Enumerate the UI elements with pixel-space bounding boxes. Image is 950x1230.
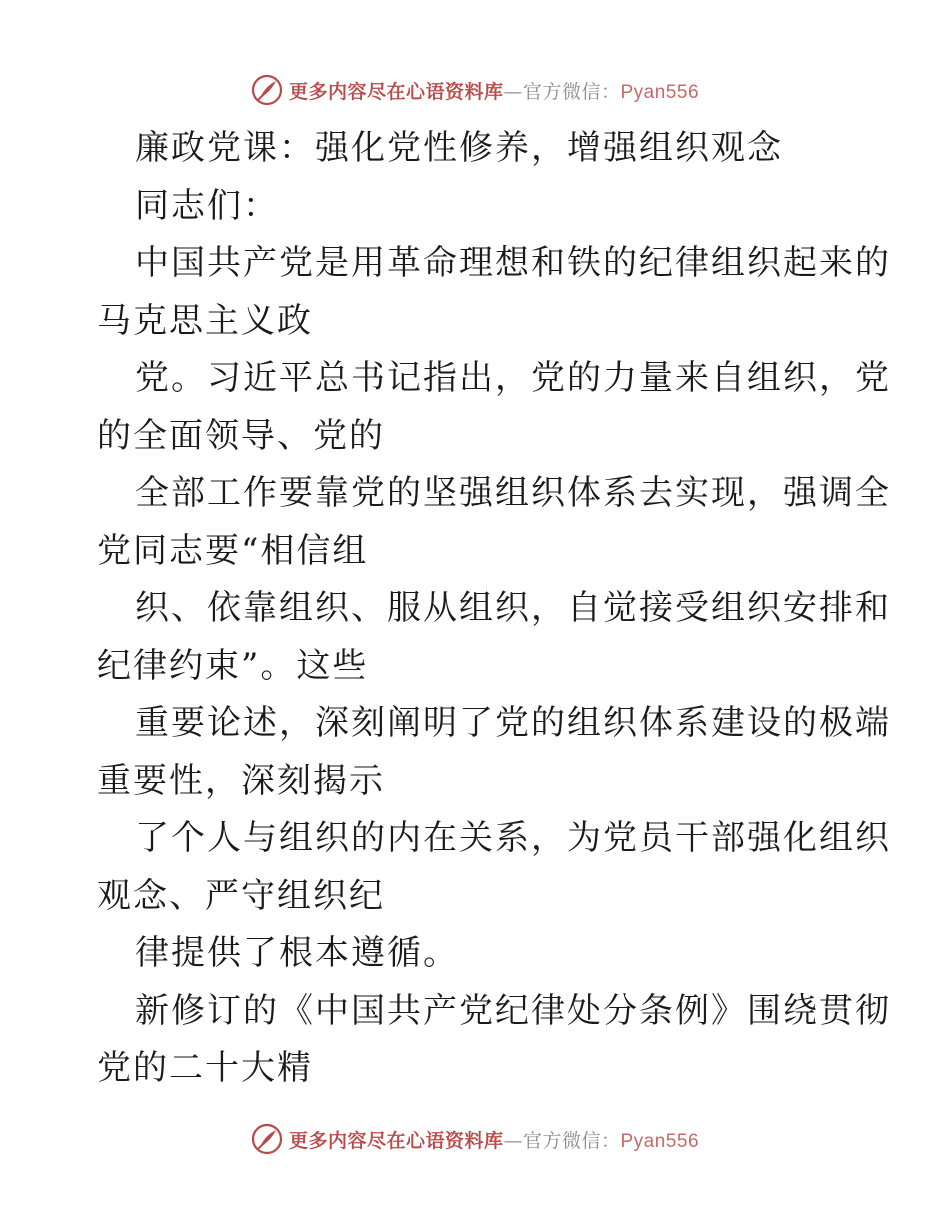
- text-line: 织、依靠组织、服从组织，自觉接受组织安排和: [135, 588, 891, 628]
- text-line: 新修订的《中国共产党纪律处分条例》围绕贯彻: [135, 990, 891, 1031]
- salutation: 同志们：: [135, 185, 279, 226]
- watermark-text: [289, 77, 699, 104]
- footer-watermark: [0, 1119, 950, 1159]
- header-watermark: [0, 70, 950, 110]
- document-body: [97, 120, 891, 1098]
- watermark-wechat-label: 官方微信：: [522, 1129, 621, 1152]
- text-line: 马克思主义政: [97, 300, 313, 341]
- text-line: 的全面领导、党的: [97, 415, 385, 456]
- text-line: 观念、严守组织纪: [97, 875, 385, 916]
- text-line: 全部工作要靠党的坚强组织体系去实现，强调全: [135, 473, 891, 513]
- text-line: 中国共产党是用革命理想和铁的纪律组织起来的: [135, 243, 891, 283]
- quill-pen-logo-icon: [251, 74, 283, 106]
- watermark-wechat-id: Pyan556: [620, 1130, 700, 1152]
- document-title: 廉政党课：强化党性修养，增强组织观念: [135, 128, 783, 168]
- watermark-brand: 更多内容尽在心语资料库: [288, 80, 504, 103]
- text-line: 重要性，深刻揭示: [97, 760, 385, 801]
- watermark-text: [289, 1126, 699, 1153]
- watermark-brand: 更多内容尽在心语资料库: [288, 1129, 504, 1152]
- watermark-wechat-label: 官方微信：: [522, 80, 621, 103]
- quill-pen-logo-icon: [251, 1123, 283, 1155]
- watermark-dash: —: [503, 1129, 523, 1152]
- text-line: 党同志要“相信组: [97, 530, 369, 571]
- text-line: 了个人与组织的内在关系，为党员干部强化组织: [135, 818, 891, 858]
- text-line: 律提供了根本遵循。: [135, 933, 459, 973]
- text-line: 党。习近平总书记指出，党的力量来自组织，党: [135, 358, 891, 398]
- watermark-dash: —: [503, 80, 523, 103]
- text-line: 党的二十大精: [97, 1048, 313, 1088]
- text-line: 重要论述，深刻阐明了党的组织体系建设的极端: [135, 703, 891, 743]
- text-line: 纪律约束”。这些: [97, 645, 369, 686]
- watermark-wechat-id: Pyan556: [620, 81, 700, 103]
